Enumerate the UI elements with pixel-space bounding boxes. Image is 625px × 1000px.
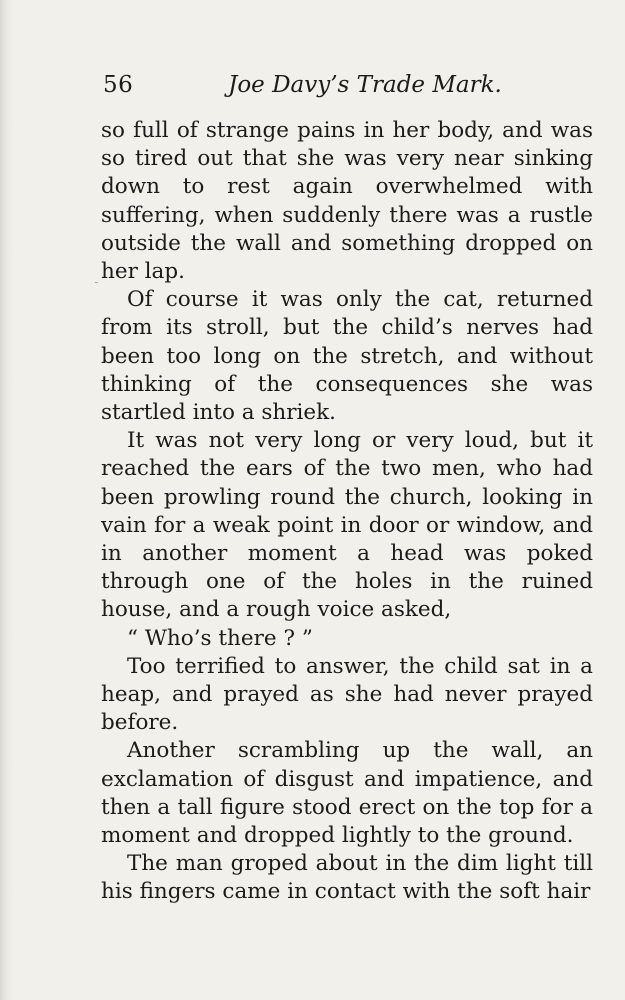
dialogue-line: “ Who’s there ? ” [127, 625, 313, 651]
page-number: 56 [103, 72, 134, 98]
running-title: Joe Davy’s Trade Mark. [228, 72, 502, 98]
paragraph: It was not very long or very loud, but it reached the ears of the two men, who had been prowling round the church, looking in vain for a weak point in door or window, and in another moment a head was poked through one of the holes in the ruined house, and a rough voice asked, [101, 428, 593, 623]
paragraph: Of course it was only the cat, returned from its stroll, but the child’s nerves had been too long on the stretch, and without thinking of the consequences she was startled into a shriek. [101, 287, 593, 426]
body-text [101, 117, 593, 907]
page-header [103, 72, 593, 108]
paragraph: Too terrified to answer, the child sat in a heap, and prayed as she had never prayed before. [101, 653, 593, 736]
paragraph: Another scrambling up the wall, an exclamation of disgust and impatience, and then a tall figure stood erect on the top for a moment and dropped lightly to the ground. [101, 738, 593, 849]
print-speck [95, 282, 98, 283]
paragraph: The man groped about in the dim light till his fingers came in contact with the soft hair [101, 851, 593, 905]
paragraph: so full of strange pains in her body, and was so tired out that she was very near sinking down to rest again overwhelmed with suffering, when suddenly there was a rustle outside the wall and something dropped on her lap. [101, 118, 593, 285]
